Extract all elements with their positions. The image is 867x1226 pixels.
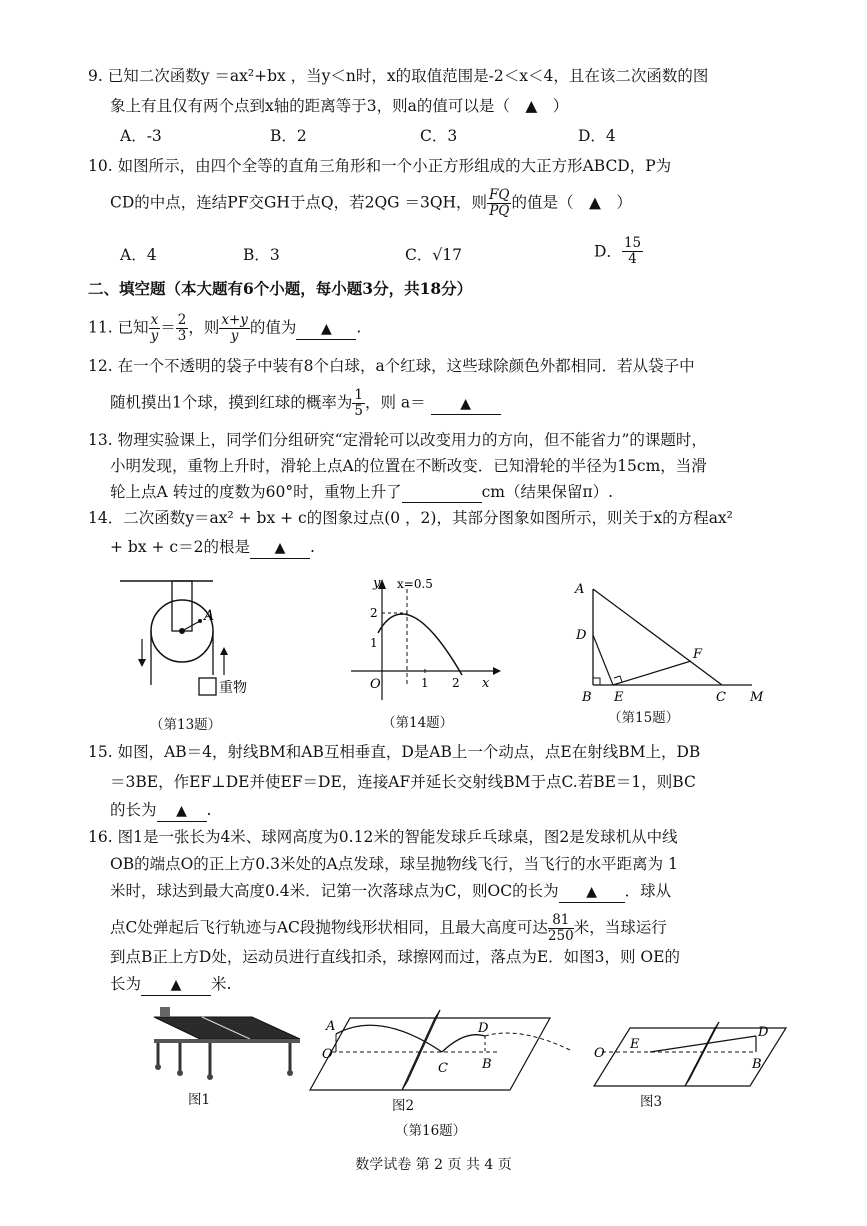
- fig15-label-d: D: [576, 628, 587, 643]
- q10-line2-text-a: CD的中点，连结PF交GH于点Q，若2QG ＝3QH，则: [110, 193, 488, 212]
- q14-line2: + bx + c＝2的根是 ▲ .: [110, 537, 315, 559]
- fig15-label-m: M: [750, 690, 764, 705]
- fig16-label-o: O: [322, 1047, 333, 1062]
- q16-line4: 点C处弹起后飞行轨迹与AC段抛物线形状相同，且最大高度可达 $\frac{81}{250}$ 米，当球运行: [110, 912, 667, 944]
- fig14-axis-of-symmetry-label: x=0.5: [397, 577, 433, 591]
- fig14-tick-2x: 2: [452, 676, 460, 690]
- q16-line2: OB的端点O的正上方0.3米处的A点发球，球呈抛物线飞行，当飞行的水平距离为 1: [110, 855, 678, 873]
- fig15-caption: （第15题）: [608, 710, 680, 726]
- fig14-tick-2y: 2: [370, 606, 378, 620]
- q16-line5: 到点B正上方D处，运动员进行直线扣杀，球擦网而过，落点为E．如图3，则 OE的: [110, 948, 680, 966]
- fig14-y-label: y: [373, 576, 381, 591]
- page-footer: 数学试卷 第 2 页 共 4 页: [355, 1157, 512, 1173]
- fig14-x-label: x: [482, 676, 490, 691]
- fig13-label-a: A: [204, 608, 215, 624]
- fig16-caption-2: 图2: [392, 1098, 415, 1114]
- fig14-tick-1x: 1: [421, 676, 429, 690]
- figure-15-triangle: [570, 575, 770, 705]
- q13-line1: 13. 物理实验课上，同学们分组研究“定滑轮可以改变用力的方向，但不能省力”的课题时，: [88, 431, 707, 449]
- fig16-label-b: B: [482, 1057, 492, 1072]
- q12-line2: 随机摸出1个球，摸到红球的概率为 $\frac{1}{5}$ ，则 a＝ ▲: [110, 388, 501, 419]
- fig13-label-weight: 重物: [219, 680, 247, 696]
- fig16-label-c: C: [438, 1061, 448, 1076]
- q15-line2: ＝3BE，作EF⊥DE并使EF＝DE，连接AF并延长交射线BM于点C.若BE＝1，则BC: [110, 773, 696, 791]
- q14-answer-blank[interactable]: ▲: [250, 538, 310, 559]
- figure-16-smash: [590, 1022, 790, 1092]
- q10-line2: [110, 188, 632, 219]
- q9-line2: 象上有且仅有两个点到x轴的距离等于3，则a的值可以是（ ▲ ）: [110, 97, 569, 115]
- figure-16-serve-trajectory: [320, 1010, 590, 1100]
- q15-line1: 15. 如图，AB＝4，射线BM和AB互相垂直，D是AB上一个动点，点E在射线BM上，DB: [88, 743, 701, 761]
- q15-line3: 的长为 ▲ .: [110, 800, 211, 822]
- figure-16-table-photo: [140, 1005, 310, 1085]
- fig16-label-a: A: [326, 1019, 336, 1034]
- fig14-caption: （第14题）: [382, 715, 454, 731]
- q16-line6: 长为 ▲ 米.: [110, 974, 231, 996]
- q11: 11. 已知 $\frac{x}{y}$ ＝ $\frac{2}{3}$ ，则 $\frac{x+y}{y}$ 的值为 ▲ .: [88, 312, 362, 344]
- figure-13-pulley: [120, 575, 260, 705]
- q16-line3: 米时，球达到最大高度0.4米．记第一次落球点为C，则OC的长为 ▲ ．球从: [110, 881, 671, 903]
- figure-14-parabola: [345, 575, 505, 705]
- q10-line2-text-b: 的值是（ ▲ ）: [511, 193, 632, 212]
- q10-fraction: $\frac{FQ}{PQ}$: [489, 187, 510, 219]
- q10-line1: 10. 如图所示，由四个全等的直角三角形和一个小正方形组成的大正方形ABCD，P为: [88, 157, 672, 175]
- fig16-label-d: D: [478, 1021, 489, 1036]
- fig16-3-label-b: B: [752, 1057, 762, 1072]
- fig16-3-label-o: O: [594, 1046, 605, 1061]
- q9-option-c: C．3: [420, 127, 458, 145]
- fig15-label-a: A: [575, 582, 585, 597]
- q11-answer-blank[interactable]: ▲: [296, 319, 356, 340]
- fig15-label-c: C: [716, 690, 726, 705]
- section-2-heading: 二、填空题（本大题有6个小题，每小题3分，共18分）: [88, 279, 473, 298]
- q13-answer-blank[interactable]: [402, 482, 482, 503]
- fig16-caption-1: 图1: [188, 1092, 211, 1108]
- fig16-caption: （第16题）: [395, 1123, 467, 1139]
- q15-answer-blank[interactable]: ▲: [157, 801, 207, 822]
- fig15-label-f: F: [693, 647, 703, 662]
- fig15-label-b: B: [582, 690, 592, 705]
- fig15-label-e: E: [614, 690, 624, 705]
- q13-line3: 轮上点A 转过的度数为60°时，重物上升了 cm（结果保留π）.: [110, 483, 614, 501]
- fig16-3-label-e: E: [630, 1037, 640, 1052]
- fig13-caption: （第13题）: [150, 717, 222, 733]
- fig16-3-label-d: D: [758, 1025, 769, 1040]
- q9-option-a: A．-3: [120, 127, 162, 145]
- fig14-origin-label: O: [370, 677, 381, 692]
- q9-option-b: B．2: [270, 127, 307, 145]
- q10-option-b: B．3: [243, 246, 280, 264]
- fig16-caption-3: 图3: [640, 1094, 663, 1110]
- q13-line2: 小明发现，重物上升时，滑轮上点A的位置在不断改变．已知滑轮的半径为15cm，当滑: [110, 457, 707, 475]
- q12-line1: 12. 在一个不透明的袋子中装有8个白球，a个红球，这些球除颜色外都相同．若从袋子中: [88, 357, 695, 375]
- q10-option-c: C．√17: [405, 246, 462, 264]
- q14-line1: 14．二次函数y＝ax² + bx + c的图象过点(0 ，2)，其部分图象如图所示，则关于x的方程ax²: [88, 509, 733, 527]
- q12-answer-blank[interactable]: ▲: [431, 394, 501, 415]
- q10-option-d: D． $\frac{15}{4}$: [594, 235, 642, 267]
- q10-option-a: A．4: [120, 246, 157, 264]
- q16-answer-blank-1[interactable]: ▲: [559, 882, 625, 903]
- q9-line1: 9. 已知二次函数y ＝ax²+bx ，当y＜n时，x的取值范围是-2＜x＜4，且在该二次函数的图: [88, 67, 709, 85]
- fig14-tick-1y: 1: [370, 636, 378, 650]
- q16-line1: 16. 图1是一张长为4米、球网高度为0.12米的智能发球乒乓球桌，图2是发球机从中线: [88, 828, 678, 846]
- q16-answer-blank-2[interactable]: ▲: [141, 975, 211, 996]
- q9-option-d: D．4: [578, 127, 616, 145]
